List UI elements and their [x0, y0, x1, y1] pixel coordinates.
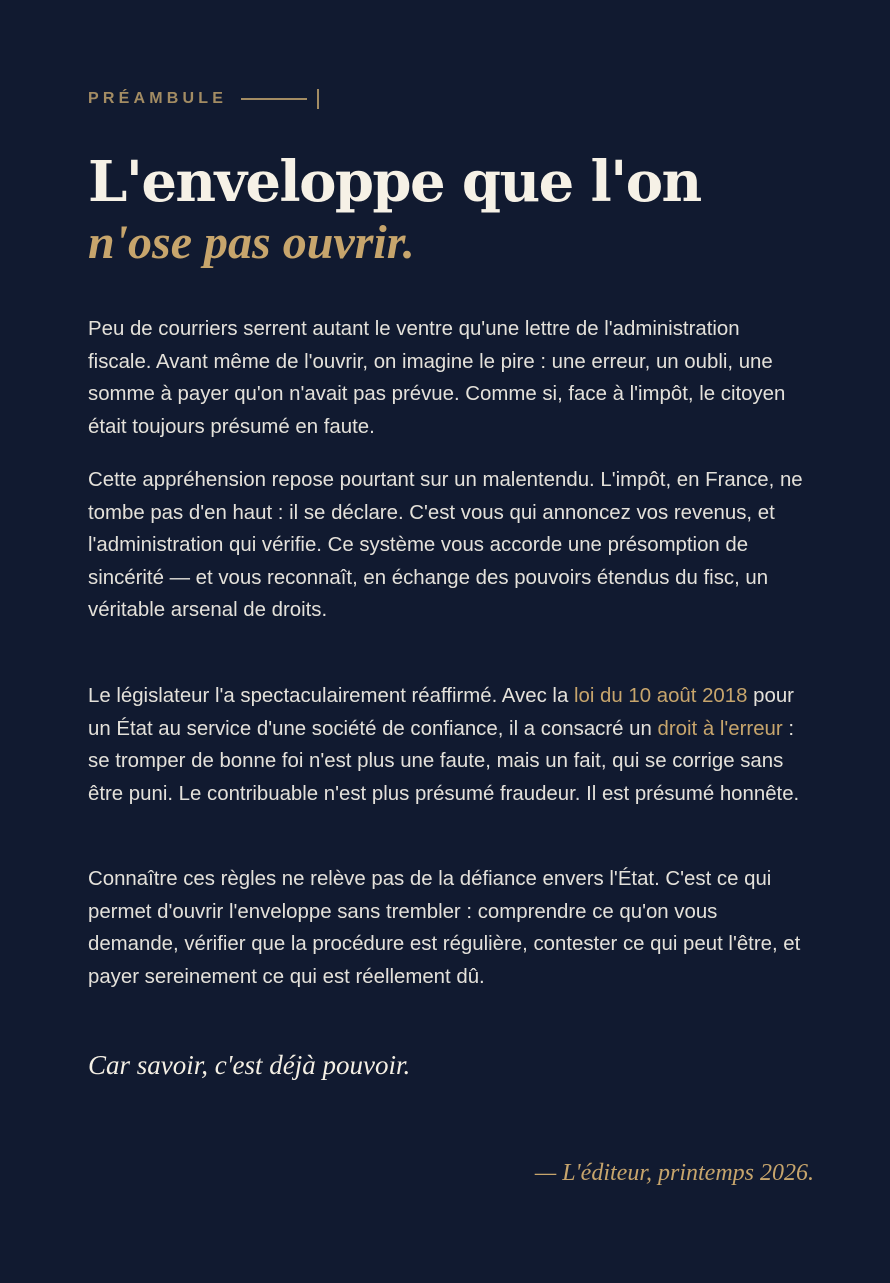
paragraph-3-text-a: Le législateur l'a spectaculairement réaffirmé. Avec la [88, 685, 574, 707]
page-subtitle: n'ose pas ouvrir. [88, 216, 415, 269]
eyebrow-rule [241, 98, 307, 100]
paragraph-1: Peu de courriers serrent autant le ventre qu'une lettre de l'administration fiscale. Avant même de l'ouvrir, on imagine le pire : une erreur, un oubli, une somme à payer qu'on n'avait pas prévue. Comme si, face à l'impôt, le citoyen était toujours présumé en faute. [88, 318, 786, 438]
signature: — L'éditeur, printemps 2026. [534, 1160, 814, 1186]
paragraph-3-text-c: : se tromper de bonne foi n'est plus une faute, mais un fait, qui se corrige sans être puni. Le contribuable n'est plus présumé fraudeur. Il est présumé honnête. [88, 717, 800, 805]
page-title: L'enveloppe que l'on [88, 149, 701, 215]
eyebrow-tick [317, 89, 319, 109]
eyebrow-label: PRÉAMBULE [88, 90, 228, 107]
paragraph-4: Connaître ces règles ne relève pas de la défiance envers l'État. C'est ce qui permet d'ouvrir l'enveloppe sans trembler : comprendre ce qu'on vous demande, vérifier que la procédure est régulière, contester ce qui peut l'être, et payer sereinement ce qui est réellement dû. [88, 868, 801, 988]
right-to-error-reference: droit à l'erreur [657, 717, 783, 740]
paragraph-2: Cette appréhension repose pourtant sur un malentendu. L'impôt, en France, ne tombe pas d'en haut : il se déclare. C'est vous qui annoncez vos revenus, et l'administration qui vérifie. Ce système vous accorde une présomption de sincérité — et vous reconnaît, en échange des pouvoirs étendus du fisc, un véritable arsenal de droits. [88, 469, 803, 621]
paragraph-3-text-b: pour un État au service d'une société de confiance, il a consacré un [88, 685, 794, 740]
closing-quote: Car savoir, c'est déjà pouvoir. [88, 1050, 411, 1080]
section-eyebrow [88, 88, 319, 110]
law-2018-reference: loi du 10 août 2018 [573, 685, 748, 707]
paragraph-3 [88, 680, 804, 810]
